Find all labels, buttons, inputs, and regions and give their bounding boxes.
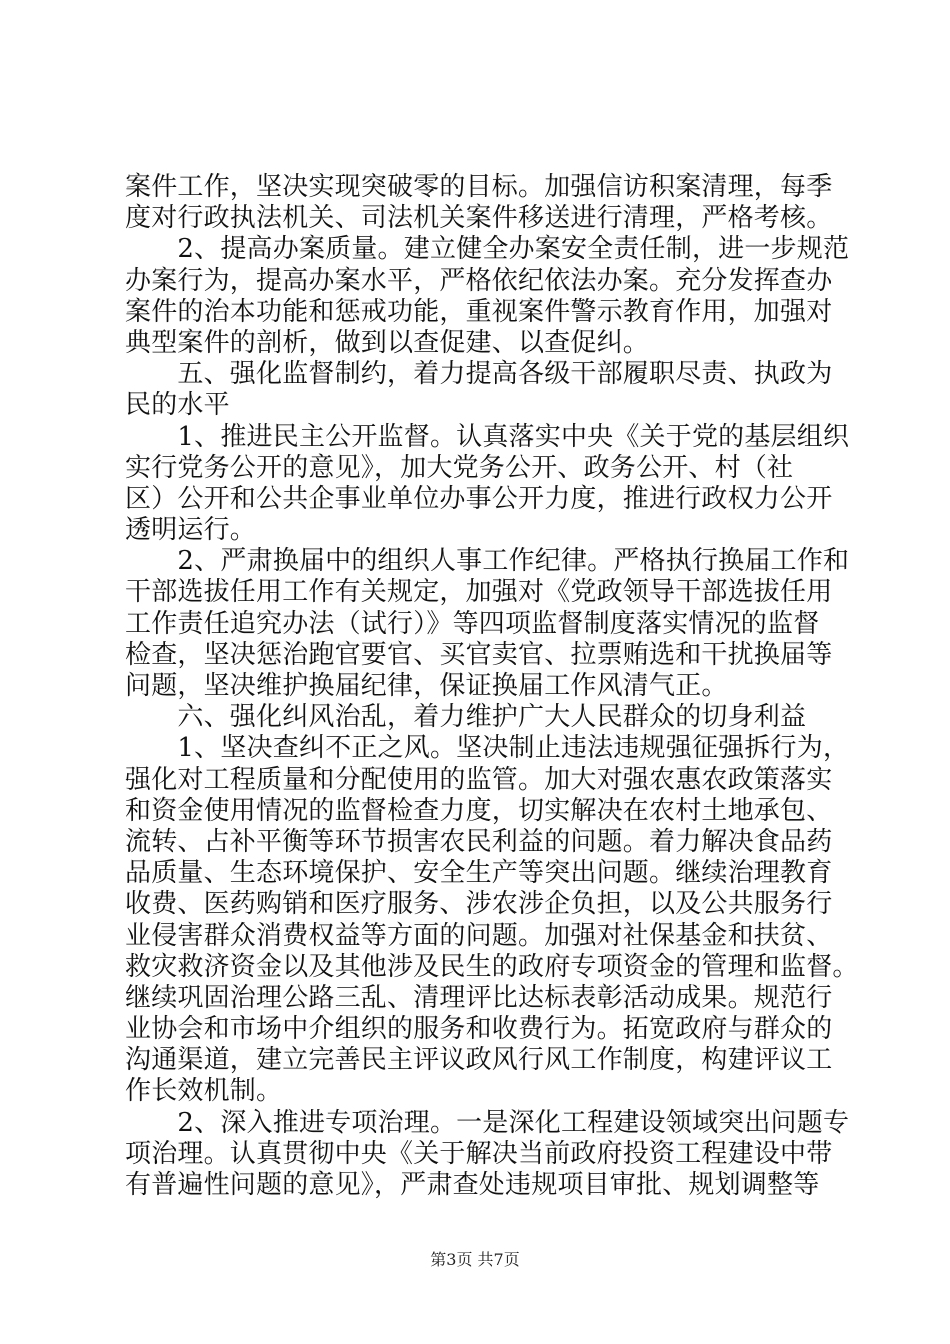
- section-heading-5-cont: 民的水平: [125, 390, 230, 421]
- page-number: 第3页 共7页: [430, 1250, 520, 1269]
- text-line-20: 强化对工程质量和分配使用的监管。加大对强农惠农政策落实: [125, 764, 833, 795]
- text-line-29: 沟通渠道，建立完善民主评议政风行风工作制度，构建评议工: [125, 1045, 833, 1076]
- text-line-28: 业协会和市场中介组织的服务和收费行为。拓宽政府与群众的: [125, 1014, 833, 1045]
- text-line-9: 1、推进民主公开监督。认真落实中央《关于党的基层组织: [125, 421, 850, 452]
- text-line-6: 典型案件的剖析，做到以查促建、以查促纠。: [125, 327, 650, 358]
- page-footer: [0, 1247, 950, 1270]
- text-line-25: 业侵害群众消费权益等方面的问题。加强对社保基金和扶贫、: [125, 920, 833, 951]
- text-line-30: 作长效机制。: [125, 1076, 283, 1107]
- text-line-14: 干部选拔任用工作有关规定，加强对《党政领导干部选拔任用: [125, 577, 833, 608]
- text-line-19: 1、坚决查纠不正之风。坚决制止违法违规强征强拆行为，: [125, 733, 850, 764]
- text-line-4: 办案行为，提高办案水平，严格依纪依法办案。充分发挥查办: [125, 265, 833, 296]
- text-line-5: 案件的治本功能和惩戒功能，重视案件警示教育作用，加强对: [125, 296, 833, 327]
- text-line-24: 收费、医药购销和医疗服务、涉农涉企负担，以及公共服务行: [125, 889, 833, 920]
- text-line-1: 案件工作，坚决实现突破零的目标。加强信访积案清理，每季: [125, 172, 833, 202]
- text-line-2: 度对行政执法机关、司法机关案件移送进行清理，严格考核。: [125, 203, 833, 234]
- text-line-11: 区）公开和公共企事业单位办事公开力度，推进行政权力公开: [125, 483, 833, 514]
- text-line-15: 工作责任追究办法（试行）》等四项监督制度落实情况的监督: [125, 608, 820, 639]
- section-heading-6: 六、强化纠风治乱，着力维护广大人民群众的切身利益: [125, 702, 807, 733]
- text-line-10: 实行党务公开的意见》，加大党务公开、政务公开、村（社: [125, 452, 794, 483]
- text-line-27: 继续巩固治理公路三乱、清理评比达标表彰活动成果。规范行: [125, 982, 833, 1013]
- text-line-32: 项治理。认真贯彻中央《关于解决当前政府投资工程建设中带: [125, 1138, 833, 1169]
- section-heading-5: 五、强化监督制约，着力提高各级干部履职尽责、执政为: [125, 359, 833, 390]
- text-line-16: 检查，坚决惩治跑官要官、买官卖官、拉票贿选和干扰换届等: [125, 639, 833, 670]
- text-line-23: 品质量、生态环境保护、安全生产等突出问题。继续治理教育: [125, 858, 833, 889]
- text-line-13: 2、严肃换届中的组织人事工作纪律。严格执行换届工作和: [125, 546, 850, 577]
- text-line-12: 透明运行。: [125, 515, 257, 546]
- text-line-17: 问题，坚决维护换届纪律，保证换届工作风清气正。: [125, 671, 728, 701]
- text-line-33: 有普遍性问题的意见》，严肃查处违规项目审批、规划调整等: [125, 1170, 820, 1200]
- text-line-31: 2、深入推进专项治理。一是深化工程建设领域突出问题专: [125, 1107, 850, 1138]
- text-line-21: 和资金使用情况的监督检查力度，切实解决在农村土地承包、: [125, 795, 833, 826]
- text-line-22: 流转、占补平衡等环节损害农民利益的问题。着力解决食品药: [125, 826, 833, 857]
- text-line-26: 救灾救济资金以及其他涉及民生的政府专项资金的管理和监督。: [125, 951, 859, 982]
- document-body: [125, 172, 859, 1201]
- text-line-3: 2、提高办案质量。建立健全办案安全责任制，进一步规范: [125, 234, 850, 265]
